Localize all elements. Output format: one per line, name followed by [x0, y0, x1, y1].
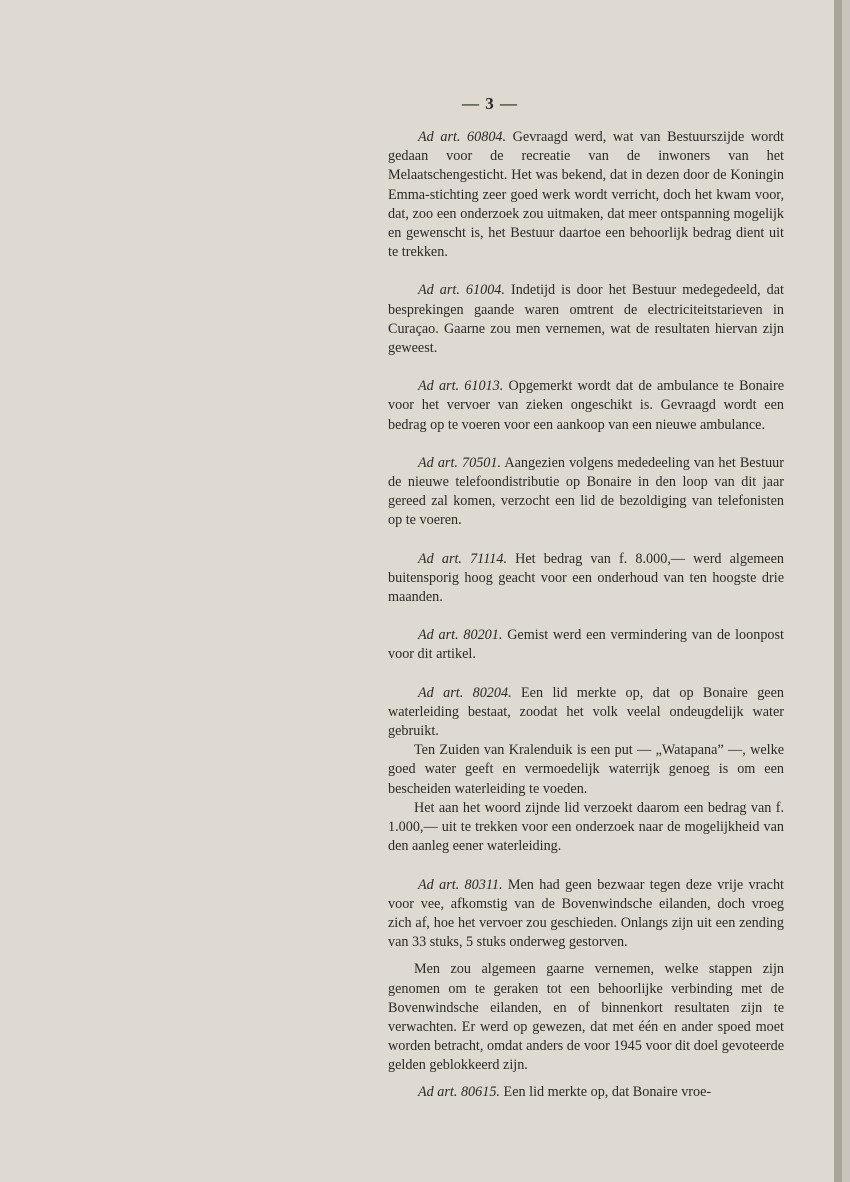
paragraph-text: Gevraagd werd, wat van Bestuurszijde wordt gedaan voor de recreatie van de inwoners van het Melaatschengesticht. Het was bekend, dat in dezen door de Koningin Emma-stichting zeer goed werk wordt verricht, doch het kwam voor, dat, zoo een onderzoek zou uitmaken, dat meer ontspanning mogelijk en gewenscht is, het Bestuur daartoe een behoorlijk bedrag dient uit te trekken.	[388, 129, 784, 261]
article-reference: Ad art. 80204.	[418, 684, 512, 701]
article-reference: Ad art. 80615.	[418, 1083, 500, 1100]
article-reference: Ad art. 71114.	[418, 550, 507, 567]
article-reference: Ad art. 61004.	[418, 282, 505, 299]
section-61013	[388, 377, 784, 435]
paragraph-text: Men had geen bezwaar tegen deze vrije vracht voor vee, afkomstig van de Bovenwindsche eilanden, doch vroeg zich af, hoe het vervoer zou geschieden. Onlangs zijn uit een zending van 33 stuks, 5 stuks onderweg gestorven.	[388, 876, 784, 951]
paragraph-text: Een lid merkte op, dat op Bonaire geen waterleiding bestaat, zoodat het volk veelal ondeugdelijk water gebruikt.	[388, 684, 784, 740]
section-61004	[388, 281, 784, 358]
text-column	[388, 128, 784, 1121]
paragraph-continuation: Het aan het woord zijnde lid verzoekt daarom een bedrag van f. 1.000,— uit te trekken voor een onderzoek naar de mogelijkheid van den aanleg eener waterleiding.	[388, 799, 784, 855]
paragraph-text: Gemist werd een vermindering van de loonpost voor dit artikel.	[388, 627, 784, 663]
section-80201	[388, 626, 784, 664]
article-reference: Ad art. 80311.	[418, 876, 503, 893]
paragraph-continuation: Ten Zuiden van Kralenduik is een put — „Watapana” —, welke goed water geeft en vermoedelijk waterrijk genoeg is om een bescheiden waterleiding te voeden.	[388, 742, 784, 797]
section-60804	[388, 128, 784, 262]
section-70501	[388, 454, 784, 531]
article-reference: Ad art. 61013.	[418, 378, 504, 395]
paragraph	[388, 281, 784, 358]
paragraph	[388, 128, 784, 262]
paragraph	[388, 684, 784, 742]
article-reference: Ad art. 80201.	[418, 627, 503, 644]
paragraph	[388, 876, 784, 953]
paragraph-text: Opgemerkt wordt dat de ambulance te Bonaire voor het vervoer van zieken ongeschikt is. Gevraagd wordt een bedrag op te voeren voor een aankoop van een nieuwe ambulance.	[388, 378, 784, 433]
paragraph	[388, 377, 784, 435]
paragraph-text: Het bedrag van f. 8.000,— werd algemeen buitensporig hoog geacht voor een onderhoud van ten hoogste drie maanden.	[388, 550, 784, 606]
article-reference: Ad art. 70501.	[418, 454, 502, 471]
paragraph	[388, 550, 784, 608]
paragraph-text: Aangezien volgens mededeeling van het Bestuur de nieuwe telefoondistributie op Bonaire in den loop van dit jaar gereed zal komen, verzocht een lid de bezoldiging van telefonisten op te voeren.	[388, 454, 784, 529]
page-edge	[834, 0, 842, 1182]
section-80311	[388, 876, 784, 1076]
paragraph-text: Een lid merkte op, dat Bonaire vroe-	[499, 1083, 712, 1100]
section-71114	[388, 550, 784, 608]
paragraph	[388, 1083, 784, 1102]
paragraph-continuation: Men zou algemeen gaarne vernemen, welke stappen zijn genomen om te geraken tot een behoorlijke verbinding met de Bovenwindsche eilanden, en of binnenkort resultaten zijn te verwachten. Er werd op gewezen, dat met één en ander spoed moet worden betracht, omdat anders de voor 1945 voor dit doel gevoteerde gelden geblokkeerd zijn.	[388, 961, 784, 1074]
paragraph-text: Indetijd is door het Bestuur medegedeeld, dat besprekingen gaande waren omtrent de electriciteitstarieven in Curaçao. Gaarne zou men vernemen, wat de resultaten hiervan zijn geweest.	[388, 282, 784, 357]
paragraph	[388, 454, 784, 531]
paragraph	[388, 626, 784, 664]
section-80204	[388, 684, 784, 857]
article-reference: Ad art. 60804.	[418, 129, 507, 145]
page-number: — 3 —	[462, 94, 518, 113]
section-80615	[388, 1083, 784, 1102]
